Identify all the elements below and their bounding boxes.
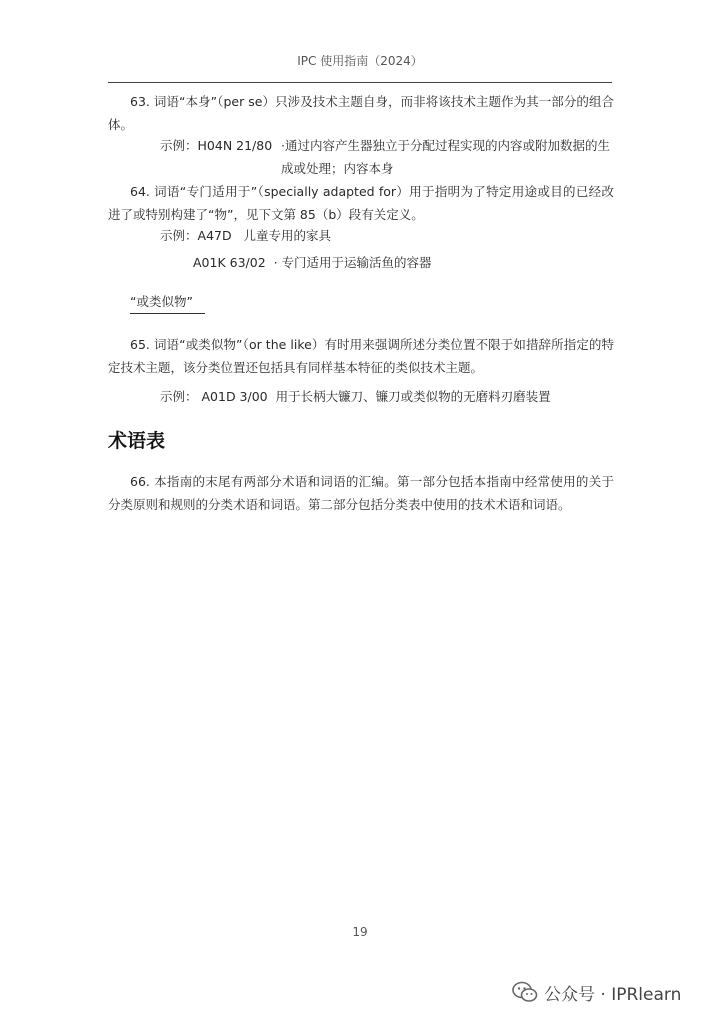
wechat-icon <box>512 981 538 1003</box>
example-label: 示例： <box>160 138 198 153</box>
example-text: 用于长柄大镰刀、镰刀或类似物的无磨料刃磨装置 <box>275 389 551 404</box>
paragraph-65: 65. 词语“或类似物”（or the like）有时用来强调所述分类位置不限于如措辞所指定的特定技术主题，该分类位置还包括具有同样基本特征的类似技术主题。 <box>108 337 614 375</box>
example-63 <box>160 134 272 157</box>
example-text: · 专门适用于运输活鱼的容器 <box>273 255 432 270</box>
example-code: A01K 63/02 <box>193 255 266 270</box>
paragraph-66: 66. 本指南的末尾有两部分术语和词语的汇编。第一部分包括本指南中经常使用的关于分类原则和规则的分类术语和词语。第二部分包括分类表中使用的技术术语和词语。 <box>108 474 614 512</box>
paragraph-63: 63. 词语“本身”（per se）只涉及技术主题自身，而非将该技术主题作为其一部分的组合体。 <box>108 94 614 132</box>
glossary-title: 术语表 <box>108 430 166 452</box>
example-63-text: ·通过内容产生器独立于分配过程实现的内容或附加数据的生成或处理；内容本身 <box>281 138 610 176</box>
example-code: A01D 3/00 <box>201 389 268 404</box>
example-label: 示例： <box>160 228 198 243</box>
example-code: H04N 21/80 <box>197 138 273 153</box>
example-64-b <box>193 251 432 274</box>
example-label: 示例： <box>160 389 198 404</box>
paragraph-64: 64. 词语“专门适用于”（specially adapted for）用于指明为了特定用途或目的已经改进了或特别构建了“物”，见下文第 85（b）段有关定义。 <box>108 184 614 222</box>
page-header: IPC 使用指南（2024） <box>297 54 423 68</box>
example-code: A47D <box>197 228 232 243</box>
page-number: 19 <box>352 925 368 939</box>
watermark-text: 公众号 · IPRlearn <box>544 984 682 1005</box>
example-text: 儿童专用的家具 <box>243 228 332 243</box>
header-rule <box>108 82 612 83</box>
or-like-heading: “或类似物” <box>130 290 205 314</box>
watermark <box>512 977 681 1007</box>
example-65 <box>160 385 551 408</box>
example-64-a <box>160 224 331 247</box>
